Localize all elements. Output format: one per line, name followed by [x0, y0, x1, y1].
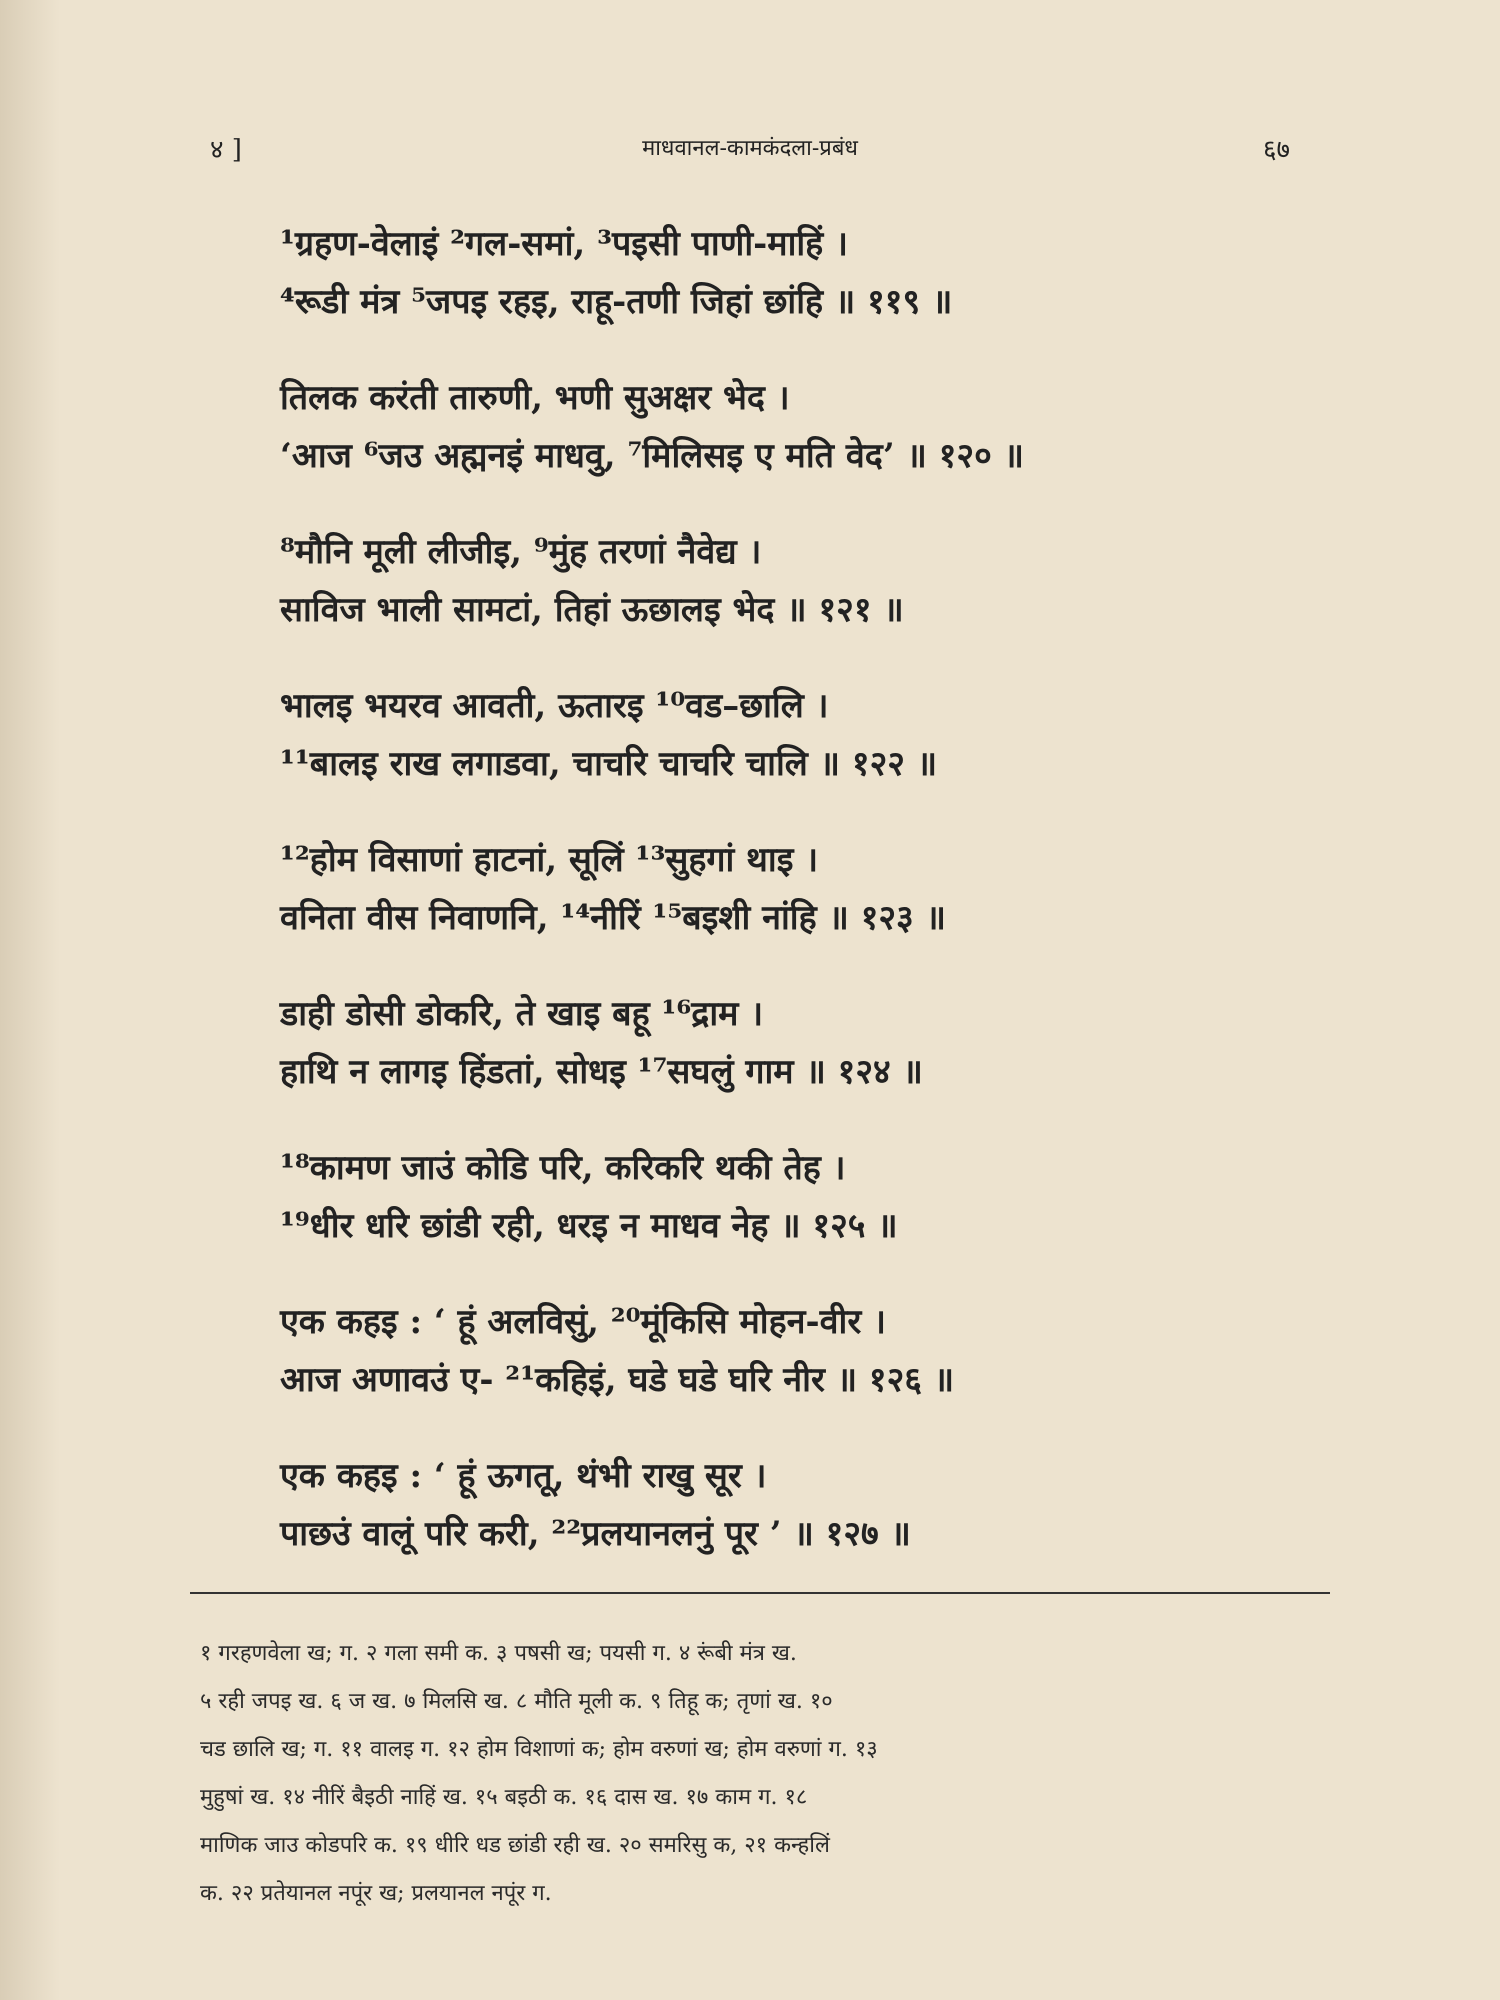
- running-title: माधवानल-कामकंदला-प्रबंध: [642, 136, 858, 161]
- verse-line: पाछउं वालूं परि करी, ²²प्रलयानलनुं पूर ’ ॥ १२७ ॥: [280, 1514, 911, 1554]
- footnote-line: १ गरहणवेला ख; ग. २ गला समी क. ३ पषसी ख; पयसी ग. ४ रूंबी मंत्र ख.: [200, 1641, 797, 1666]
- verse-line: एक कहइ : ‘ हूं अलविसुं, ²⁰मूंकिसि मोहन-वीर ।: [280, 1302, 886, 1342]
- stanza-124: [280, 985, 1290, 1101]
- verse-line: एक कहइ : ‘ हूं ऊगतू, थंभी राखु सूर ।: [280, 1456, 767, 1496]
- verse-line: ⁸मौनि मूली लीजीइ, ⁹मुंह तरणां नैवेद्य ।: [280, 532, 762, 572]
- stanza-120: [280, 369, 1290, 485]
- stanza-125: [280, 1139, 1290, 1255]
- stanza-122: [280, 677, 1290, 793]
- section-number: ४ ]: [210, 135, 242, 165]
- verse-line: ¹²होम विसाणां हाटनां, सूलिं ¹³सुहगां थाइ ।: [280, 840, 819, 880]
- verse-block: [280, 215, 1290, 1601]
- footnote-line: मुहुषां ख. १४ नीरिं बैइठी नाहिं ख. १५ बइठी क. १६ दास ख. १७ काम ग. १८: [200, 1785, 808, 1810]
- page-header: [210, 130, 1290, 170]
- verse-line: वनिता वीस निवाणनि, ¹⁴नीरिं ¹⁵बइशी नांहि ॥ १२३ ॥: [280, 898, 946, 938]
- verse-line: हाथि न लागइ हिंडतां, सोधइ ¹⁷सघलुं गाम ॥ १२४ ॥: [280, 1052, 923, 1092]
- verse-line: आज अणावउं ए- ²¹कहिइं, घडे घडे घरि नीर ॥ १२६ ॥: [280, 1360, 955, 1400]
- footnote-line: ५ रही जपइ ख. ६ ज ख. ७ मिलसि ख. ८ मौति मूली क. ९ तिहू क; तृणां ख. १०: [200, 1689, 833, 1714]
- verse-line: ¹⁸कामण जाउं कोडि परि, करिकरि थकी तेह ।: [280, 1148, 846, 1188]
- footnotes: [200, 1630, 1310, 1918]
- verse-line: ‘आज ⁶जउ अह्मनइं माधवु, ⁷मिलिसइ ए मति वेद’ ॥ १२० ॥: [280, 436, 1024, 476]
- verse-line: ¹⁹धीर धरि छांडी रही, धरइ न माधव नेह ॥ १२५ ॥: [280, 1206, 898, 1246]
- verse-line: डाही डोसी डोकरि, ते खाइ बहू ¹⁶द्राम ।: [280, 994, 764, 1034]
- stanza-123: [280, 831, 1290, 947]
- stanza-126: [280, 1293, 1290, 1409]
- stanza-127: [280, 1447, 1290, 1563]
- stanza-119: [280, 215, 1290, 331]
- footnote-line: माणिक जाउ कोडपरि क. १९ धीरि धड छांडी रही ख. २० समरिसु क, २१ कन्हलिं: [200, 1833, 830, 1858]
- page-edge-shadow: [0, 0, 60, 2000]
- verse-line: ¹ग्रहण-वेलाइं ²गल-समां, ³पइसी पाणी-माहिं ।: [280, 224, 848, 264]
- verse-line: भालइ भयरव आवती, ऊतारइ ¹⁰वड–छालि ।: [280, 686, 829, 726]
- footnote-line: क. २२ प्रतेयानल नपूंर ख; प्रलयानल नपूंर ग.: [200, 1881, 552, 1906]
- verse-line: ⁴रूडी मंत्र ⁵जपइ रहइ, राहू-तणी जिहां छांहि ॥ ११९ ॥: [280, 282, 953, 322]
- stanza-121: [280, 523, 1290, 639]
- page-number: ६७: [1262, 135, 1290, 165]
- verse-line: साविज भाली सामटां, तिहां ऊछालइ भेद ॥ १२१ ॥: [280, 590, 904, 630]
- footnote-line: चड छालि ख; ग. ११ वालइ ग. १२ होम विशाणां क; होम वरुणां ख; होम वरुणां ग. १३: [200, 1737, 878, 1762]
- verse-line: ¹¹बालइ राख लगाडवा, चाचरि चाचरि चालि ॥ १२२ ॥: [280, 744, 938, 784]
- footnote-divider: [190, 1592, 1330, 1594]
- verse-line: तिलक करंती तारुणी, भणी सुअक्षर भेद ।: [280, 378, 790, 418]
